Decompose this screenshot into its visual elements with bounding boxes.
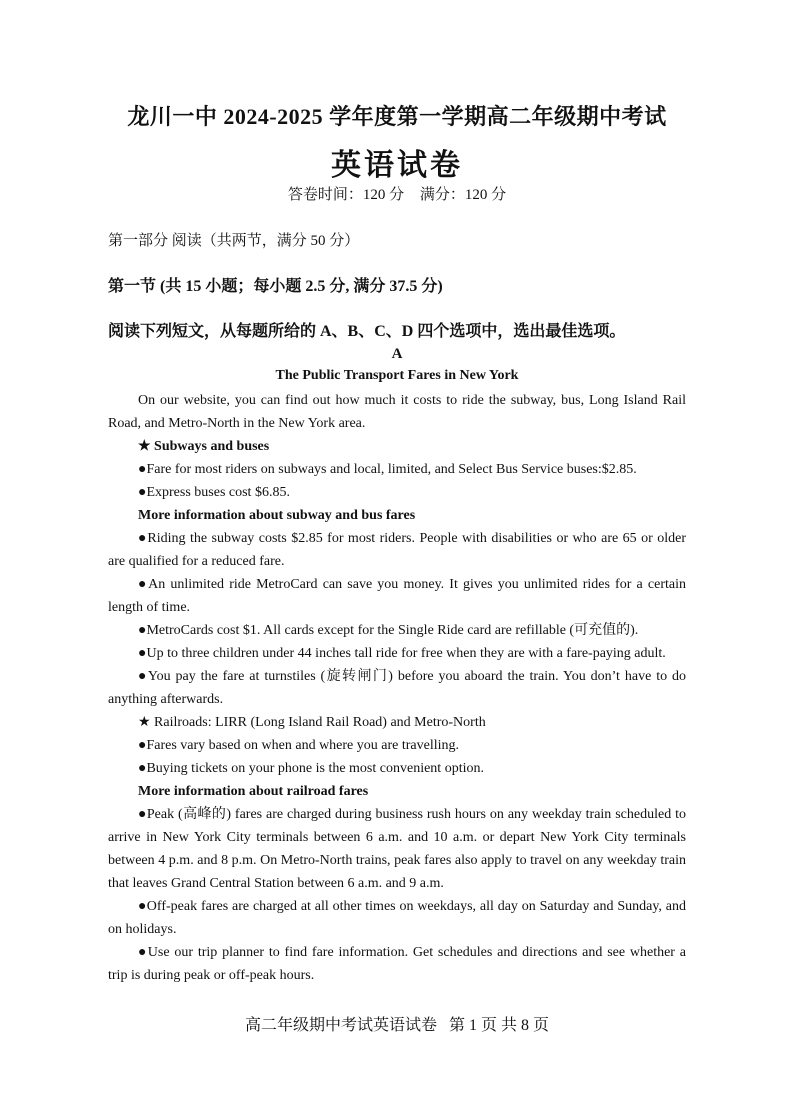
bullet-item: ●An unlimited ride MetroCard can save you money. It gives you unlimited rides for a certain length of time. <box>108 577 686 615</box>
instruction: 阅读下列短文，从每题所给的 A、B、C、D 四个选项中，选出最佳选项。 <box>108 323 626 340</box>
footer-label: 高二年级期中考试英语试卷 <box>244 1017 437 1034</box>
passage-letter: A <box>391 346 403 362</box>
bullet-item: ●Use our trip planner to find fare information. Get schedules and directions and see whether a trip is during peak or off-peak hours. <box>108 945 686 983</box>
bullet-item: ●Express buses cost $6.85. <box>138 485 290 500</box>
exam-meta <box>0 183 794 204</box>
exam-subject: 英语试卷 <box>331 149 463 182</box>
bullet-item: ●Up to three children under 44 inches tall ride for free when they are with a fare-paying adult. <box>138 646 666 661</box>
exam-time: 答卷时间：120 分 <box>287 187 405 203</box>
page-footer <box>0 1012 794 1035</box>
passage-intro: On our website, you can find out how much it costs to ride the subway, bus, Long Island Rail Road, and Metro-North in the New York area. <box>108 393 686 431</box>
bullet-item: ●You pay the fare at turnstiles (旋转闸门) before you aboard the train. You don’t have to do anything afterwards. <box>108 669 686 707</box>
part-heading: 第一部分 阅读（共两节，满分 50 分） <box>108 233 360 249</box>
bullet-item: ●Peak (高峰的) fares are charged during business rush hours on any weekday train scheduled to arrive in New York City terminals between 6 a.m. and 10 a.m. or depart New York City terminals between 4 p.m. and 8 p.m. On Metro-North trains, peak fares also apply to travel on any weekday train that leaves Grand Central Station between 6 a.m. and 9 a.m. <box>108 807 686 891</box>
bullet-item: ●MetroCards cost $1. All cards except for the Single Ride card are refillable (可充值的). <box>138 623 639 638</box>
passage-body <box>108 389 686 987</box>
exam-title: 龙川一中 2024-2025 学年度第一学期高二年级期中考试 <box>127 104 667 129</box>
passage-title: The Public Transport Fares in New York <box>275 368 519 383</box>
bullet-item: ●Buying tickets on your phone is the most convenient option. <box>138 761 484 776</box>
section-heading: 第一节 (共 15 小题；每小题 2.5 分, 满分 37.5 分) <box>108 278 443 295</box>
bullet-item: ●Riding the subway costs $2.85 for most riders. People with disabilities or who are 65 or older are qualified for a reduced fare. <box>108 531 686 569</box>
page-number: 第 1 页 共 8 页 <box>449 1017 550 1034</box>
subheading-subways: ★ Subways and buses <box>138 439 270 454</box>
subheading-railroad-info: More information about railroad fares <box>138 784 369 799</box>
bullet-item: ●Off-peak fares are charged at all other times on weekdays, all day on Saturday and Sunday, and on holidays. <box>108 899 686 937</box>
subheading-subway-info: More information about subway and bus fares <box>138 508 416 523</box>
bullet-item: ●Fares vary based on when and where you are travelling. <box>138 738 460 753</box>
subheading-railroads: ★ Railroads: LIRR (Long Island Rail Road) and Metro-North <box>138 715 486 730</box>
bullet-item: ●Fare for most riders on subways and local, limited, and Select Bus Service buses:$2.85. <box>138 462 637 477</box>
exam-score: 满分：120 分 <box>419 187 507 203</box>
